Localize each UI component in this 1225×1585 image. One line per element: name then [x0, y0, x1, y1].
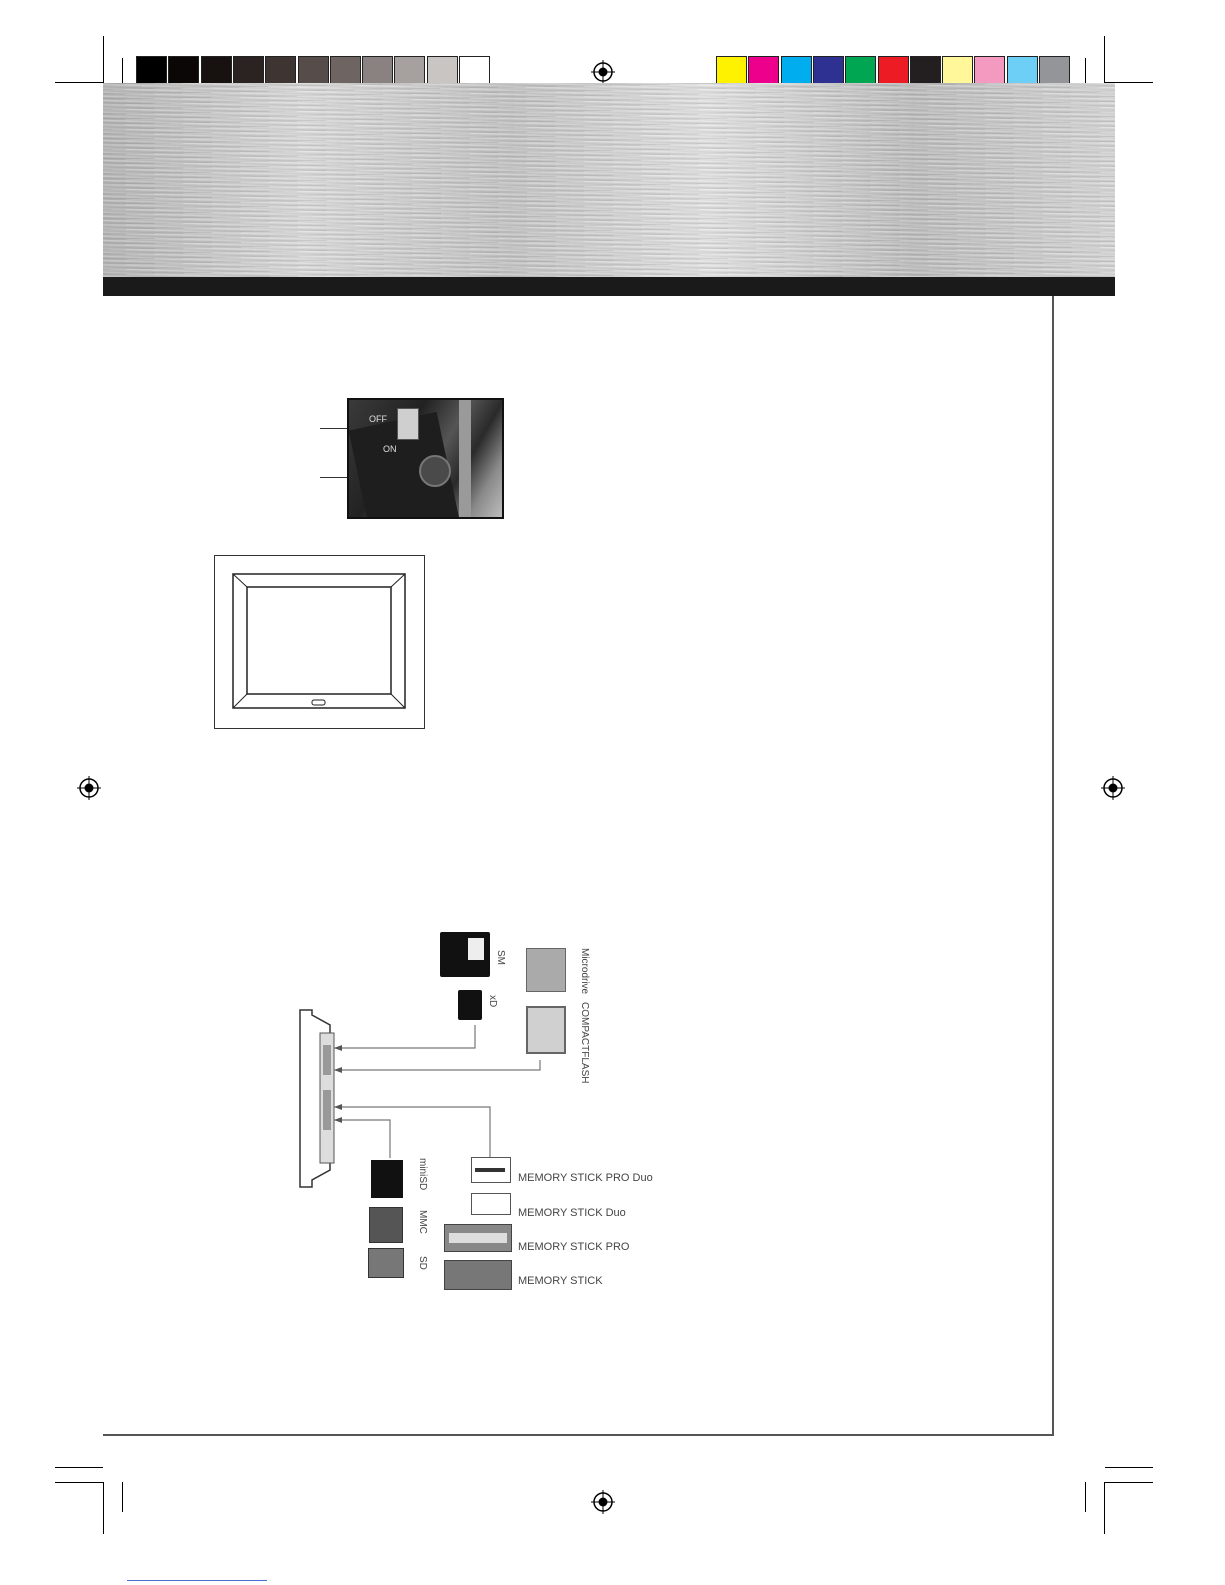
- memory-stick-pro-label: MEMORY STICK PRO: [518, 1241, 630, 1253]
- memory-stick-pro-card: [444, 1224, 512, 1252]
- photo-frame-drawing: [214, 555, 425, 729]
- microdrive-card: [526, 948, 566, 992]
- header-black-bar: [103, 277, 1115, 296]
- callout-line-on: [320, 477, 350, 478]
- memory-stick-pro-duo-label: MEMORY STICK PRO Duo: [518, 1172, 653, 1184]
- bottom-page-rule: [103, 1434, 1054, 1436]
- sd-card: [368, 1248, 404, 1278]
- bottom-link-underline: [127, 1580, 267, 1581]
- microdrive-card-label: Microdrive: [579, 948, 590, 995]
- minisd-card: [371, 1160, 403, 1198]
- switch-off-label: OFF: [369, 414, 387, 424]
- sm-card: [440, 932, 490, 977]
- registration-mark-top-icon: [591, 60, 615, 84]
- minisd-card-label: miniSD: [417, 1158, 428, 1191]
- sm-card-label: SM: [495, 950, 506, 965]
- sd-card-label: SD: [417, 1256, 428, 1270]
- header-metal-band: [103, 83, 1115, 277]
- memory-stick-label: MEMORY STICK: [518, 1275, 603, 1287]
- switch-photo: [347, 398, 504, 519]
- compactflash-card: [526, 1006, 566, 1054]
- compactflash-card-label: COMPACTFLASH: [579, 1002, 590, 1084]
- registration-mark-right-icon: [1101, 776, 1125, 800]
- callout-line-off: [320, 428, 350, 429]
- xd-card: [458, 990, 482, 1020]
- memory-stick-duo-label: MEMORY STICK Duo: [518, 1207, 626, 1219]
- mmc-card-label: MMC: [417, 1210, 428, 1234]
- memory-stick-card: [444, 1260, 512, 1290]
- xd-card-label: xD: [487, 995, 498, 1008]
- right-page-rule: [1052, 296, 1054, 1436]
- memory-stick-duo-card: [471, 1193, 511, 1215]
- registration-mark-bottom-icon: [591, 1490, 615, 1514]
- mmc-card: [369, 1207, 403, 1243]
- registration-mark-left-icon: [77, 776, 101, 800]
- switch-on-label: ON: [383, 444, 397, 454]
- memory-stick-pro-duo-card: [471, 1157, 511, 1183]
